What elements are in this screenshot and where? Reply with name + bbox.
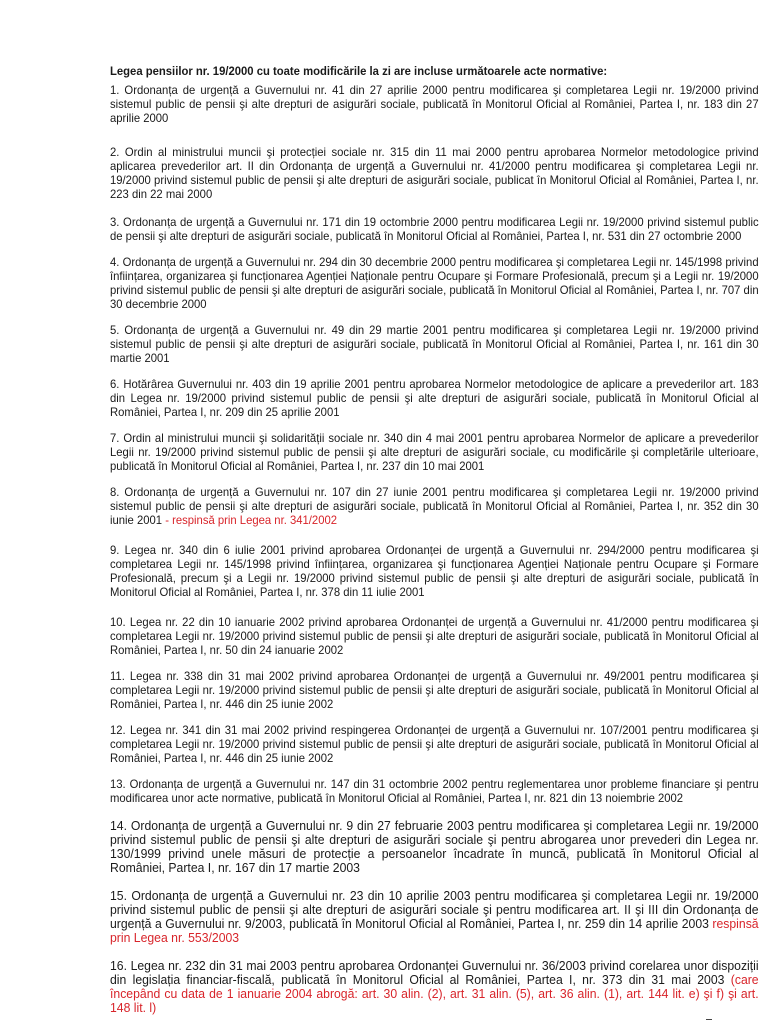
list-item <box>110 615 759 657</box>
entry-note: - respinsă prin Legea nr. 341/2002 <box>162 513 338 527</box>
list-item <box>110 145 759 201</box>
list-item <box>110 819 759 875</box>
entry-text: 12. Legea nr. 341 din 31 mai 2002 privind respingerea Ordonanței de urgență a Guvernului nr. 107/2001 pentru modificarea şi completarea Legii nr. 19/2000 privind sistemul public de pensii şi alte drepturi de asigurări sociale, publicată în Monitorul Oficial al României, Partea I, nr. 446 din 25 iunie 2002 <box>110 723 759 765</box>
list-item <box>110 959 759 1015</box>
list-item <box>110 777 759 805</box>
entry-text: 16. Legea nr. 232 din 31 mai 2003 pentru aprobarea Ordonanței Guvernului nr. 36/2003 privind corelarea unor dispoziții din legislația financiar-fiscală, publicată în Monitorul Oficial al României, Partea I, nr. 373 din 31 mai 2003 <box>110 958 759 987</box>
entry-text: 7. Ordin al ministrului muncii şi solidarității sociale nr. 340 din 4 mai 2001 pentru aprobarea Normelor de aplicare a prevederilor Legii nr. 19/2000 privind sistemul public de pensii şi alte drepturi de asigurări sociale, cu modificările şi completările ulterioare, publicată în Monitorul Oficial al României, Partea I, nr. 237 din 10 mai 2001 <box>110 431 759 473</box>
list-item <box>110 543 759 599</box>
entry-text: 6. Hotărârea Guvernului nr. 403 din 19 aprilie 2001 pentru aprobarea Normelor metodologice de aplicare a prevederilor art. 183 din Legea nr. 19/2000 privind sistemul public de pensii şi alte drepturi de asigurări sociale, publicată în Monitorul Oficial al României, Partea I, nr. 209 din 25 aprilie 2001 <box>110 377 759 419</box>
entry-note: (care începând cu data de 1 ianuarie 2004 abrogă: art. 30 alin. (2), art. 31 alin. (5), art. 36 alin. (1), art. 144 lit. e) şi f) şi art. 148 lit. l) <box>110 972 759 1015</box>
entry-text: 13. Ordonanța de urgență a Guvernului nr. 147 din 31 octombrie 2002 pentru reglementarea unor probleme financiare şi pentru modificarea unor acte normative, publicată în Monitorul Oficial al României, Partea I, nr. 821 din 13 noiembrie 2002 <box>110 777 759 805</box>
entry-text: 4. Ordonanța de urgență a Guvernului nr. 294 din 30 decembrie 2000 pentru modificarea şi completarea Legii nr. 145/1998 privind înființarea, organizarea şi funcționarea Agenției Naționale pentru Ocupare şi Formare Profesională, precum şi a Legii nr. 19/2000 privind sistemul public de pensii şi alte drepturi de asigurări sociale, publicată în Monitorul Oficial al României, Partea I, nr. 707 din 30 decembrie 2000 <box>110 255 759 311</box>
list-item <box>110 485 759 527</box>
list-item <box>110 255 759 311</box>
list-item <box>110 323 759 365</box>
entry-text: 8. Ordonanța de urgență a Guvernului nr. 107 din 27 iunie 2001 pentru modificarea şi completarea Legii nr. 19/2000 privind sistemul public de pensii şi alte drepturi de asigurări sociale, publicată în Monitorul Oficial al României, Partea I, nr. 352 din 30 iunie 2001 <box>110 485 759 527</box>
list-item <box>110 83 759 125</box>
list-item <box>110 669 759 711</box>
entry-text: 14. Ordonanța de urgență a Guvernului nr. 9 din 27 februarie 2003 pentru modificarea şi completarea Legii nr. 19/2000 privind sistemul public de pensii şi alte drepturi de asigurări sociale şi pentru abrogarea unor prevederi din Legea nr. 130/1999 privind unele măsuri de protecție a persoanelor încadrate în muncă, publicată în Monitorul Oficial al României, Partea I, nr. 167 din 17 martie 2003 <box>110 818 759 875</box>
entry-text: 5. Ordonanța de urgență a Guvernului nr. 49 din 29 martie 2001 pentru modificarea şi completarea Legii nr. 19/2000 privind sistemul public de pensii şi alte drepturi de asigurări sociale, publicată în Monitorul Oficial al României, Partea I, nr. 161 din 30 martie 2001 <box>110 323 759 365</box>
entry-text: 2. Ordin al ministrului muncii şi protecției sociale nr. 315 din 11 mai 2000 pentru aprobarea Normelor metodologice privind aplicarea prevederilor art. II din Ordonanța de urgență a Guvernului nr. 41/2000 pentru modificarea şi completarea Legii nr. 19/2000 privind sistemul public de pensii şi alte drepturi de asigurări sociale, publicat în Monitorul Oficial al României, Partea I, nr. 223 din 22 mai 2000 <box>110 145 759 201</box>
entry-text: 11. Legea nr. 338 din 31 mai 2002 privind aprobarea Ordonanței de urgență a Guvernului nr. 49/2001 pentru modificarea şi completarea Legii nr. 19/2000 privind sistemul public de pensii şi alte drepturi de asigurări sociale, publicată în Monitorul Oficial al României, Partea I, nr. 446 din 25 iunie 2002 <box>110 669 759 711</box>
document-body <box>110 64 760 1015</box>
entry-text: 9. Legea nr. 340 din 6 iulie 2001 privind aprobarea Ordonanței de urgență a Guvernului nr. 294/2000 pentru modificarea şi completarea Legii nr. 145/1998 privind înființarea, organizarea şi funcționarea Agenției Naționale pentru Ocupare şi Formare Profesională, precum şi a Legii nr. 19/2000 privind sistemul public de pensii şi alte drepturi de asigurări sociale, publicată în Monitorul Oficial al României, Partea I, nr. 378 din 11 iulie 2001 <box>110 543 759 599</box>
entry-text: 10. Legea nr. 22 din 10 ianuarie 2002 privind aprobarea Ordonanței de urgență a Guvernului nr. 41/2000 pentru modificarea şi completarea Legii nr. 19/2000 privind sistemul public de pensii şi alte drepturi de asigurări sociale, publicată în Monitorul Oficial al României, Partea I, nr. 50 din 24 ianuarie 2002 <box>110 615 759 657</box>
list-item <box>110 723 759 765</box>
page-corner-mark <box>706 1019 712 1020</box>
entry-note: respinsă prin Legea nr. 553/2003 <box>110 916 759 945</box>
list-item <box>110 889 759 945</box>
entry-text: 15. Ordonanța de urgență a Guvernului nr. 23 din 10 aprilie 2003 pentru modificarea şi completarea Legii nr. 19/2000 privind sistemul public de pensii şi alte drepturi de asigurări sociale şi pentru modificarea art. II şi III din Ordonanța de urgență a Guvernului nr. 9/2003, publicată în Monitorul Oficial al României, Partea I, nr. 259 din 14 aprilie 2003 <box>110 888 759 931</box>
document-title: Legea pensiilor nr. 19/2000 cu toate modificările la zi are incluse următoarele acte normative: <box>110 64 608 78</box>
list-item <box>110 215 759 243</box>
entry-text: 3. Ordonanța de urgență a Guvernului nr. 171 din 19 octombrie 2000 pentru modificarea Legii nr. 19/2000 privind sistemul public de pensii şi alte drepturi de asigurări sociale, publicată în Monitorul Oficial al României, Partea I, nr. 531 din 27 octombrie 2000 <box>110 215 759 243</box>
list-item <box>110 377 759 419</box>
entry-text: 1. Ordonanța de urgență a Guvernului nr. 41 din 27 aprilie 2000 pentru modificarea şi completarea Legii nr. 19/2000 privind sistemul public de pensii şi alte drepturi de asigurări sociale, publicată în Monitorul Oficial al României, Partea I, nr. 183 din 27 aprilie 2000 <box>110 83 759 125</box>
list-item <box>110 431 759 473</box>
